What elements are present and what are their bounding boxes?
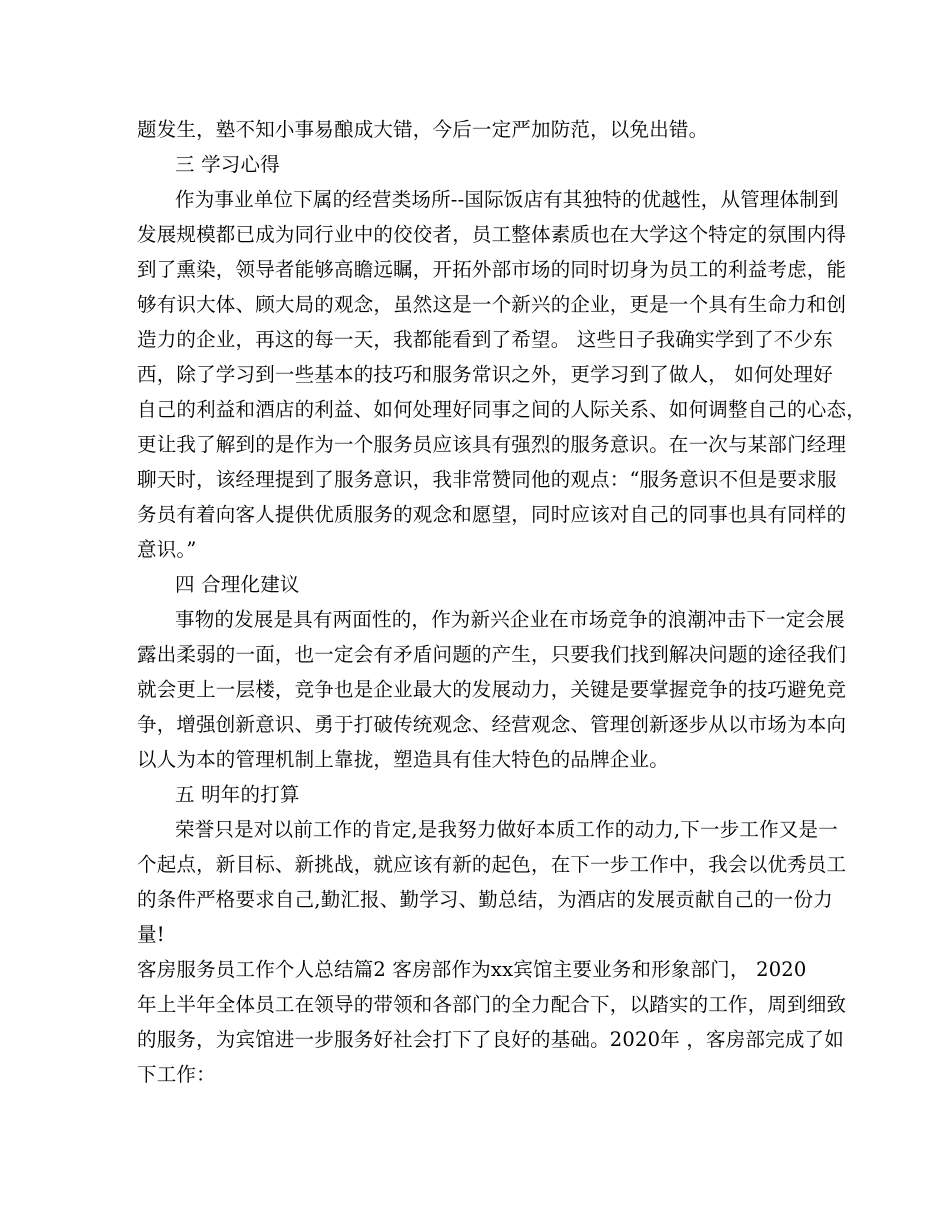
text-line: 客房服务员工作个人总结篇2 客房部作为xx宾馆主要业务和形象部门， 2020 bbox=[137, 958, 807, 981]
text-line: 聊天时，该经理提到了服务意识，我非常赞同他的观点：“服务意识不但是要求服 bbox=[137, 468, 837, 491]
document-body bbox=[137, 112, 866, 1092]
text-line: 露出柔弱的一面，也一定会有矛盾问题的产生，只要我们找到解决问题的途径我们 bbox=[137, 643, 847, 666]
text-line: 的条件严格要求自己,勤汇报、勤学习、勤总结，为酒店的发展贡献自己的一份力 bbox=[137, 888, 833, 911]
section-heading: 四 合理化建议 bbox=[175, 573, 300, 596]
text-line: 务员有着向客人提供优质服务的观念和愿望，同时应该对自己的同事也具有同样的 bbox=[137, 503, 847, 526]
section-heading: 三 学习心得 bbox=[175, 153, 280, 176]
text-line: 年上半年全体员工在领导的带领和各部门的全力配合下，以踏实的工作，周到细致 bbox=[137, 993, 847, 1016]
text-line: 发展规模都已成为同行业中的佼佼者，员工整体素质也在大学这个特定的氛围内得 bbox=[137, 223, 847, 246]
text-line: 的服务，为宾馆进一步服务好社会打下了良好的基础。2020年 ，客房部完成了如 bbox=[137, 1028, 844, 1051]
text-line: 够有识大体、顾大局的观念，虽然这是一个新兴的企业，更是一个具有生命力和创 bbox=[137, 293, 847, 316]
text-line: 造力的企业，再这的每一天，我都能看到了希望。 这些日子我确实学到了不少东 bbox=[137, 328, 833, 351]
text-line: 意识。” bbox=[137, 538, 197, 561]
text-line: 作为事业单位下属的经营类场所--国际饭店有其独特的优越性，从管理体制到 bbox=[175, 188, 839, 211]
text-line: 个起点，新目标、新挑战，就应该有新的起色，在下一步工作中，我会以优秀员工 bbox=[137, 853, 847, 876]
text-line: 就会更上一层楼，竞争也是企业最大的发展动力，关键是要掌握竞争的技巧避免竞 bbox=[137, 678, 847, 701]
text-line: 更让我了解到的是作为一个服务员应该具有强烈的服务意识。在一次与某部门经理 bbox=[137, 433, 847, 456]
text-line: 西，除了学习到一些基本的技巧和服务常识之外，更学习到了做人， 如何处理好 bbox=[137, 363, 833, 386]
text-line: 量! bbox=[137, 923, 165, 946]
text-line: 自己的利益和酒店的利益、如何处理好同事之间的人际关系、如何调整自己的心态， bbox=[137, 398, 866, 421]
text-line: 题发生，塾不知小事易酿成大错，今后一定严加防范，以免出错。 bbox=[137, 118, 709, 141]
text-line: 到了熏染，领导者能够高瞻远瞩，开拓外部市场的同时切身为员工的利益考虑，能 bbox=[137, 258, 847, 281]
section-heading: 五 明年的打算 bbox=[175, 783, 300, 806]
text-line: 事物的发展是具有两面性的，作为新兴企业在市场竞争的浪潮冲击下一定会展 bbox=[175, 608, 845, 631]
text-line: 以人为本的管理机制上靠拢，塑造具有佳大特色的品牌企业。 bbox=[137, 748, 669, 771]
text-line: 荣誉只是对以前工作的肯定,是我努力做好本质工作的动力,下一步工作又是一 bbox=[175, 818, 838, 841]
text-line: 下工作： bbox=[137, 1063, 216, 1086]
text-line: 争，增强创新意识、勇于打破传统观念、经营观念、管理创新逐步从以市场为本向 bbox=[137, 713, 847, 736]
